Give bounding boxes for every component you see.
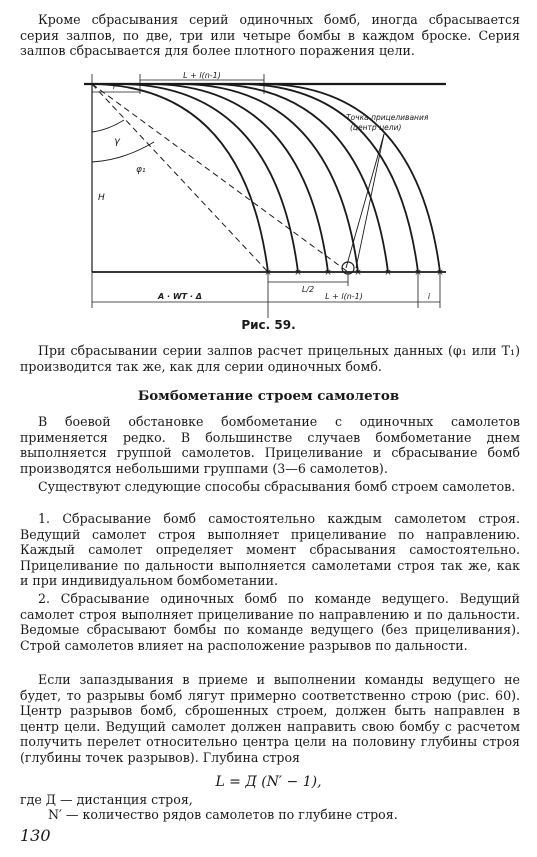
burst-mark: × xyxy=(264,268,272,278)
label-bottom-length: L + l(n-1) xyxy=(325,292,363,301)
method-1-paragraph: 1. Сбрасывание бомб самостоятельно каждым самолетом строя. Ведущий самолет строя выполняет прицеливание по направлению. Каждый самолет определяет момент сбрасывания самостоятельно. Прицеливание по дальности выполняется самолетами строя так же, как и при индивидуальном бомбометании. xyxy=(20,511,520,588)
label-half-l: L/2 xyxy=(301,285,315,294)
depth-formula: L = Д (N′ − 1), xyxy=(215,774,322,790)
intro-paragraph: Кроме сбрасывания серий одиночных бомб, иногда сбрасывается серия залпов, по две, три или четыре бомбы в каждом броске. Серия залпов сбрасывается для более плотного поражения цели. xyxy=(20,12,520,58)
label-aim-point-2: (центр цели) xyxy=(350,123,402,132)
methods-paragraph: Существуют следующие способы сбрасывания бомб строем самолетов. xyxy=(38,479,516,494)
aim-leader-1 xyxy=(346,134,384,268)
angle-arc-gamma xyxy=(92,120,124,132)
section-heading: Бомбометание строем самолетов xyxy=(137,388,400,404)
trajectory-2 xyxy=(122,84,298,272)
label-angle-gamma: γ xyxy=(114,136,120,147)
aim-leader-2 xyxy=(356,134,384,268)
burst-mark: × xyxy=(384,268,392,278)
figure-caption: Рис. 59. xyxy=(241,318,296,332)
figure-59-salvo-diagram xyxy=(84,72,456,320)
trajectory-1 xyxy=(92,84,268,272)
salvo-paragraph: При сбрасывании серии залпов расчет прицельных данных (φ₁ или T₁) производится так же, как для серии одиночных бомб. xyxy=(20,343,520,374)
delay-paragraph: Если запаздывания в приеме и выполнении команды ведущего не будет, то разрывы бомб лягут примерно соответственно строю (рис. 60). Центр разрывов бомб, сброшенных строем, должен быть направлен в центр цели. Ведущий самолет должен направить свою бомбу с расчетом получить перелет относительно центра цели на половину глубины строя (глубины точек разрывов). Глубина строя xyxy=(20,672,520,765)
label-aim-point: Точка прицеливания xyxy=(346,113,429,122)
label-top-length: L + l(n-1) xyxy=(183,72,221,80)
burst-mark: × xyxy=(354,268,362,278)
method-2-paragraph: 2. Сбрасывание одиночных бомб по команде ведущего. Ведущий самолет строя выполняет прицеливание по направлению и по дальности. Ведомые сбрасывают бомбы по команде ведущего (без прицеливания). Строй самолетов влияет на расположение разрывов по дальности. xyxy=(20,591,520,653)
trajectory-3 xyxy=(152,84,328,272)
page-number: 130 xyxy=(20,826,51,845)
label-top-interval: i xyxy=(112,82,116,91)
where-line-2: N′ — количество рядов самолетов по глубине строя. xyxy=(48,807,398,822)
trajectory-4 xyxy=(182,84,358,272)
group-paragraph: В боевой обстановке бомбометание с одиночных самолетов применяется редко. В большинстве случаев бомбометание днем выполняется группой самолетов. Прицеливание и сбрасывание бомб производятся небольшими группами (3—6 самолетов). xyxy=(20,414,520,476)
where-line-1: где Д — дистанция строя, xyxy=(20,792,193,807)
burst-mark: × xyxy=(294,268,302,278)
label-bottom-interval: i xyxy=(427,292,431,301)
burst-mark: × xyxy=(436,268,444,278)
burst-mark: × xyxy=(324,268,332,278)
label-height: H xyxy=(98,193,105,203)
label-bottom-left: A · WT · Δ xyxy=(158,292,202,301)
label-angle-phi: φ₁ xyxy=(136,165,146,175)
burst-mark: × xyxy=(414,268,422,278)
angle-arc-phi xyxy=(92,142,154,162)
